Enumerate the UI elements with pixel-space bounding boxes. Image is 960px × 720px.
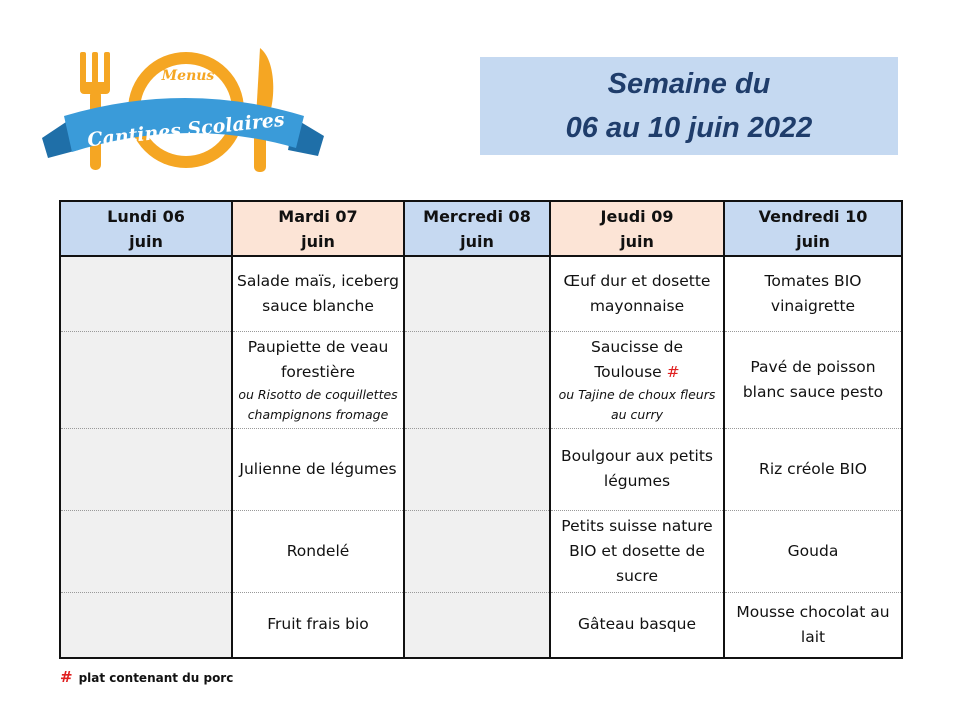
cell-lundi-entree	[60, 256, 232, 331]
cell-mercredi-fromage	[404, 510, 550, 592]
mardi-plat-text: Paupiette de veau forestière	[247, 337, 389, 381]
cell-vendredi-accompagnement: Riz créole BIO	[724, 428, 902, 510]
cell-jeudi-dessert: Gâteau basque	[550, 592, 724, 658]
cell-lundi-fromage	[60, 510, 232, 592]
menu-table	[59, 200, 903, 659]
pork-mark: #	[666, 362, 680, 381]
row-accompagnement	[60, 428, 902, 510]
cell-mercredi-entree	[404, 256, 550, 331]
row-dessert	[60, 592, 902, 658]
title-line-2: 06 au 10 juin 2022	[565, 112, 813, 144]
jeudi-plat-text: Saucisse de Toulouse	[591, 337, 683, 381]
cell-mercredi-accompagnement	[404, 428, 550, 510]
cell-vendredi-entree: Tomates BIO vinaigrette	[724, 256, 902, 331]
logo-banner-text: Cantines Scolaires	[86, 108, 286, 152]
logo-top-text: Menus	[161, 68, 215, 84]
cell-vendredi-fromage: Gouda	[724, 510, 902, 592]
title-line-1: Semaine du	[607, 68, 771, 100]
cell-vendredi-dessert: Mousse chocolat au lait	[724, 592, 902, 658]
row-fromage	[60, 510, 902, 592]
cell-mardi-entree: Salade maïs, iceberg sauce blanche	[232, 256, 404, 331]
cell-mardi-plat	[232, 331, 404, 428]
cell-lundi-accompagnement	[60, 428, 232, 510]
footnote-text: plat contenant du porc	[78, 671, 234, 685]
cell-mercredi-dessert	[404, 592, 550, 658]
header-row	[60, 201, 902, 256]
day-header-jeudi: Jeudi 09 juin	[550, 201, 724, 256]
day-header-mardi: Mardi 07 juin	[232, 201, 404, 256]
footnote-mark: #	[60, 668, 73, 686]
day-header-vendredi: Vendredi 10 juin	[724, 201, 902, 256]
week-title-box	[480, 57, 898, 155]
cell-vendredi-plat: Pavé de poisson blanc sauce pesto	[724, 331, 902, 428]
cell-mardi-accompagnement: Julienne de légumes	[232, 428, 404, 510]
cell-mardi-fromage: Rondelé	[232, 510, 404, 592]
jeudi-plat-alt: ou Tajine de choux fleurs au curry	[558, 386, 716, 422]
cell-lundi-dessert	[60, 592, 232, 658]
day-header-mercredi: Mercredi 08 juin	[404, 201, 550, 256]
cell-jeudi-entree: Œuf dur et dosette mayonnaise	[550, 256, 724, 331]
row-entree	[60, 256, 902, 331]
day-header-lundi: Lundi 06 juin	[60, 201, 232, 256]
cell-mardi-dessert: Fruit frais bio	[232, 592, 404, 658]
row-plat	[60, 331, 902, 428]
cell-jeudi-accompagnement: Boulgour aux petits légumes	[550, 428, 724, 510]
footnote	[60, 668, 233, 686]
cell-jeudi-plat	[550, 331, 724, 428]
cell-jeudi-fromage: Petits suisse nature BIO et dosette de sucre	[550, 510, 724, 592]
cell-lundi-plat	[60, 331, 232, 428]
mardi-plat-alt: ou Risotto de coquillettes champignons fromage	[238, 386, 398, 422]
cantines-logo	[38, 40, 328, 180]
cell-mercredi-plat	[404, 331, 550, 428]
